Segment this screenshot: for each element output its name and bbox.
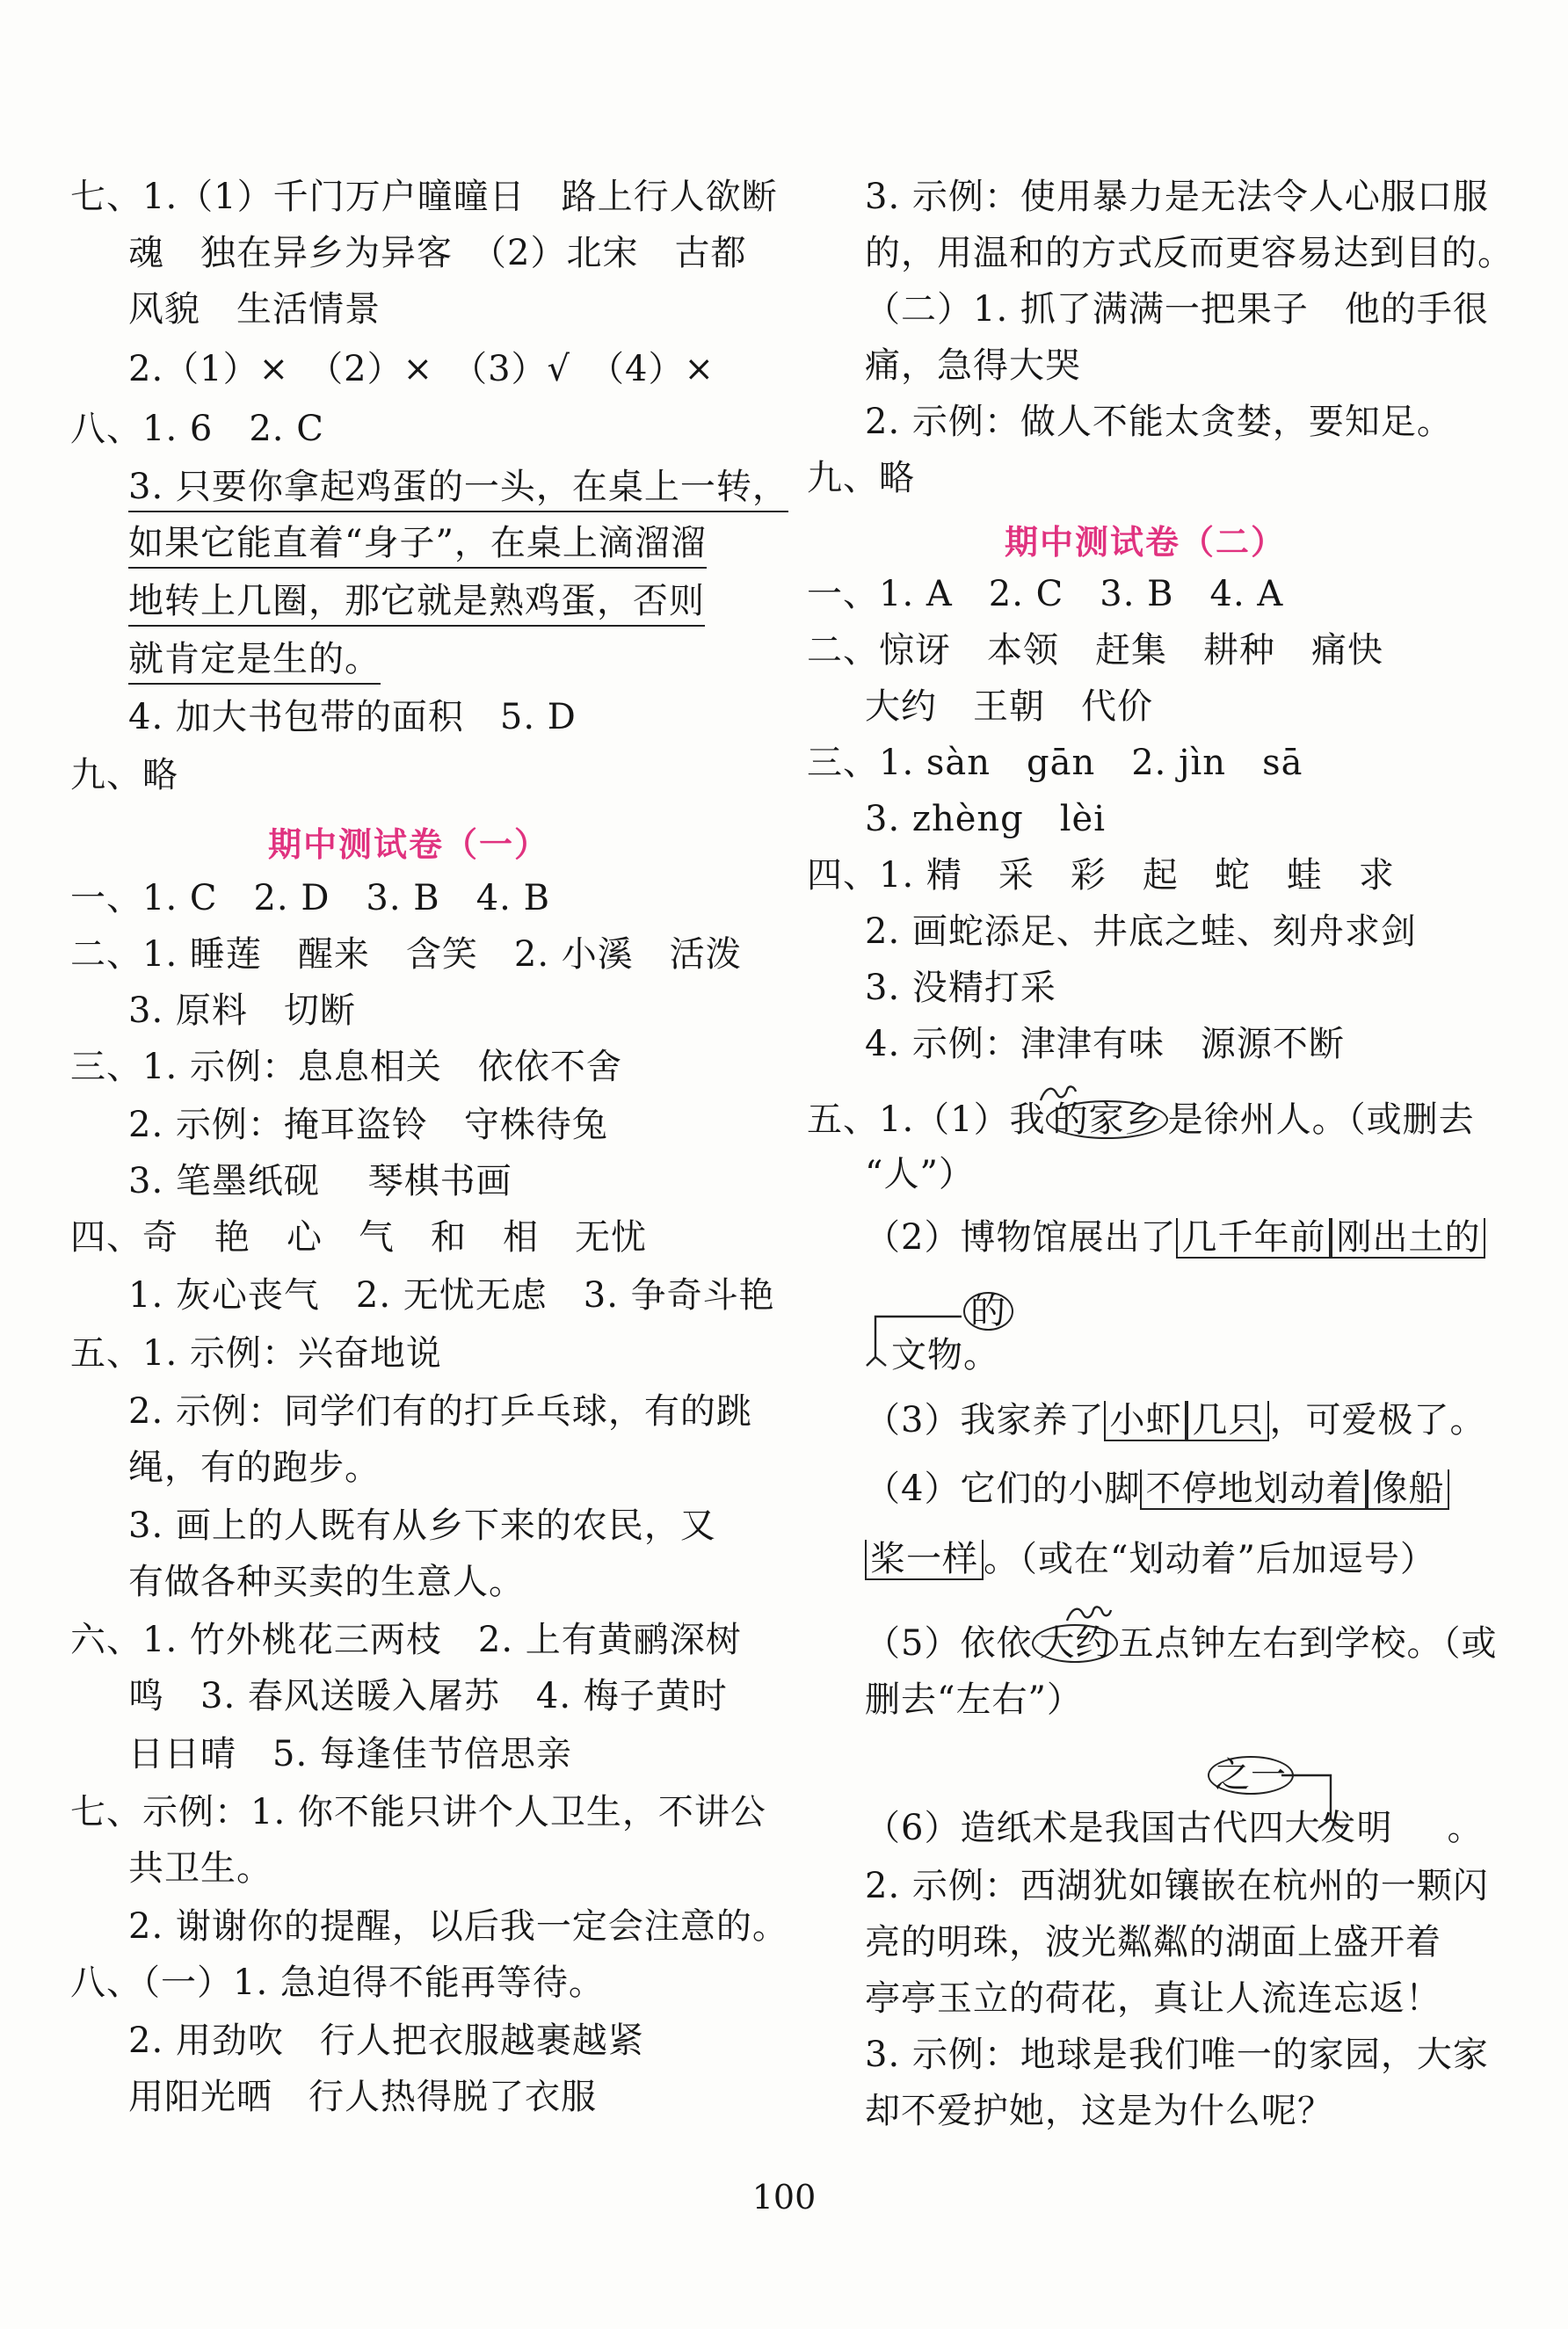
answer-line: 七、1.（1）千门万户曈曈日 路上行人欲断 xyxy=(70,177,778,217)
page-number: 100 xyxy=(751,2178,817,2217)
answer-line: 九、略 xyxy=(807,458,915,498)
answer-line: 3. zhèng lèi xyxy=(865,799,1107,839)
answer-line: 共卫生。 xyxy=(128,1848,272,1889)
boxed-text: 几只 xyxy=(1187,1401,1269,1441)
answer-line: 2. 示例：同学们有的打乒乓球，有的跳 xyxy=(128,1391,752,1432)
answer-line: 八、（一）1. 急迫得不能再等待。 xyxy=(70,1963,605,2003)
answer-line: 痛，急得大哭 xyxy=(865,345,1081,386)
revision-line-1: 五、1.（1）我 的家乡 是徐州人。（或删去 xyxy=(807,1099,1475,1140)
answer-line: 却不爱护她，这是为什么呢？ xyxy=(865,2091,1333,2131)
answer-line: 大约 王朝 代价 xyxy=(865,686,1153,727)
answer-line: 2. 画蛇添足、井底之蛙、刻舟求剑 xyxy=(865,911,1417,952)
answer-line: 四、1. 精 采 彩 起 蛇 蛙 求 xyxy=(807,855,1395,896)
answer-line: 4. 加大书包带的面积 5. D xyxy=(128,697,577,737)
underlined-answer-line: 地转上几圈，那它就是熟鸡蛋，否则 xyxy=(70,580,705,622)
delete-mark-icon xyxy=(1037,1081,1107,1104)
delete-mark-icon xyxy=(1063,1601,1143,1624)
circled-text: 的家乡 xyxy=(1046,1100,1168,1139)
revision-line-4: （4）它们的小脚 不停地划动着 像船 xyxy=(807,1468,1449,1510)
boxed-text: 不停地划动着 xyxy=(1140,1469,1367,1510)
answer-line: 三、1. sàn gān 2. jìn sā xyxy=(807,743,1303,783)
answer-line: 用阳光晒 行人热得脱了衣服 xyxy=(128,2077,597,2117)
answer-line: 3. 原料 切断 xyxy=(128,990,356,1031)
answer-line: 风貌 生活情景 xyxy=(128,289,381,330)
answer-line: 六、1. 竹外桃花三两枝 2. 上有黄鹂深树 xyxy=(70,1620,742,1660)
answer-line: 文物。 xyxy=(891,1335,999,1375)
answer-line: 删去“左右”） xyxy=(865,1680,1083,1720)
answer-line: 五、1. 示例：兴奋地说 xyxy=(70,1333,442,1374)
answer-line: 魂 独在异乡为异客 （2）北宋 古都 xyxy=(128,233,747,273)
boxed-text: 几千年前 xyxy=(1176,1218,1331,1259)
section-heading: 期中测试卷（二） xyxy=(1005,523,1287,562)
answer-line: 3. 没精打采 xyxy=(865,968,1056,1008)
answer-line: 一、1. C 2. D 3. B 4. B xyxy=(70,878,550,918)
boxed-text: 桨一样 xyxy=(865,1540,984,1580)
answer-line: 八、1. 6 2. C xyxy=(70,409,324,449)
revision-line-5: （5）依依 大约 五点钟左右到学校。（或 xyxy=(865,1623,1498,1664)
answer-line: 二、惊讶 本领 赶集 耕种 痛快 xyxy=(807,630,1383,671)
answer-line: 有做各种买卖的生意人。 xyxy=(128,1562,525,1602)
circled-text: 大约 xyxy=(1032,1624,1118,1663)
boxed-text: 像船 xyxy=(1367,1469,1449,1510)
answer-line: 1. 灰心丧气 2. 无忧无虑 3. 争奇斗艳 xyxy=(128,1275,775,1316)
answer-line: 2. 用劲吹 行人把衣服越裹越紧 xyxy=(128,2021,644,2061)
section-heading: 期中测试卷（一） xyxy=(268,825,550,864)
answer-line: 2. 谢谢你的提醒，以后我一定会注意的。 xyxy=(128,1906,788,1947)
answer-line: 七、示例：1. 你不能只讲个人卫生，不讲公 xyxy=(70,1792,766,1832)
answer-line: 二、1. 睡莲 醒来 含笑 2. 小溪 活泼 xyxy=(70,934,742,975)
boxed-text: 刚出土的 xyxy=(1331,1218,1485,1259)
answer-line: 2. 示例：掩耳盗铃 守株待兔 xyxy=(128,1105,608,1145)
answer-line: 三、1. 示例：息息相关 依依不舍 xyxy=(70,1047,622,1087)
insertion-word: 的 xyxy=(963,1290,1013,1332)
revision-line-3: （3）我家养了 小虾 几只 ，可爱极了。 xyxy=(865,1400,1486,1440)
answer-line: 亭亭玉立的荷花，真让人流连忘返！ xyxy=(865,1978,1441,2019)
answer-line: 日日晴 5. 每逢佳节倍思亲 xyxy=(128,1734,572,1774)
answer-line: 的，用温和的方式反而更容易达到目的。 xyxy=(865,233,1514,273)
revision-line-4-cont: 桨一样 。（或在“划动着”后加逗号） xyxy=(807,1538,1436,1580)
answer-line: 鸣 3. 春风送暖入屠苏 4. 梅子黄时 xyxy=(128,1676,728,1716)
answer-line: 3. 画上的人既有从乡下来的农民，又 xyxy=(128,1506,716,1546)
answer-line: 3. 示例：使用暴力是无法令人心服口服 xyxy=(865,177,1489,217)
underlined-answer-line: 就肯定是生的。 xyxy=(70,638,381,680)
answer-line: 亮的明珠，波光粼粼的湖面上盛开着 xyxy=(865,1922,1441,1963)
answer-line: 2. 示例：西湖犹如镶嵌在杭州的一颗闪 xyxy=(865,1866,1489,1906)
answer-line: 九、略 xyxy=(70,755,178,795)
revision-line-2: （2）博物馆展出了 几千年前 刚出土的 xyxy=(807,1216,1485,1259)
answer-line: 2.（1）× （2）× （3）√ （4）× xyxy=(128,349,715,389)
answer-line: 绳，有的跑步。 xyxy=(128,1447,381,1488)
answer-line: 四、奇 艳 心 气 和 相 无忧 xyxy=(70,1217,647,1258)
answer-line: 2. 示例：做人不能太贪婪，要知足。 xyxy=(865,402,1453,442)
boxed-text: 小虾 xyxy=(1104,1401,1187,1441)
answer-line: 3. 示例：地球是我们唯一的家园，大家 xyxy=(865,2035,1489,2075)
insertion-word: 之一 xyxy=(1208,1754,1294,1796)
revision-line-6: （6）造纸术是我国古代四大发明 。 xyxy=(865,1808,1484,1848)
answer-line: 4. 示例：津津有味 源源不断 xyxy=(865,1024,1345,1064)
answer-line: （二）1. 抓了满满一把果子 他的手很 xyxy=(865,289,1489,330)
answer-line: “人”） xyxy=(865,1154,975,1194)
answer-line: 3. 笔墨纸砚 琴棋书画 xyxy=(128,1161,512,1201)
underlined-answer-line: 3. 只要你拿起鸡蛋的一头，在桌上一转， xyxy=(70,466,788,508)
answer-line: 一、1. A 2. C 3. B 4. A xyxy=(807,574,1284,614)
underlined-answer-line: 如果它能直着“身子”，在桌上滴溜溜 xyxy=(70,522,707,564)
